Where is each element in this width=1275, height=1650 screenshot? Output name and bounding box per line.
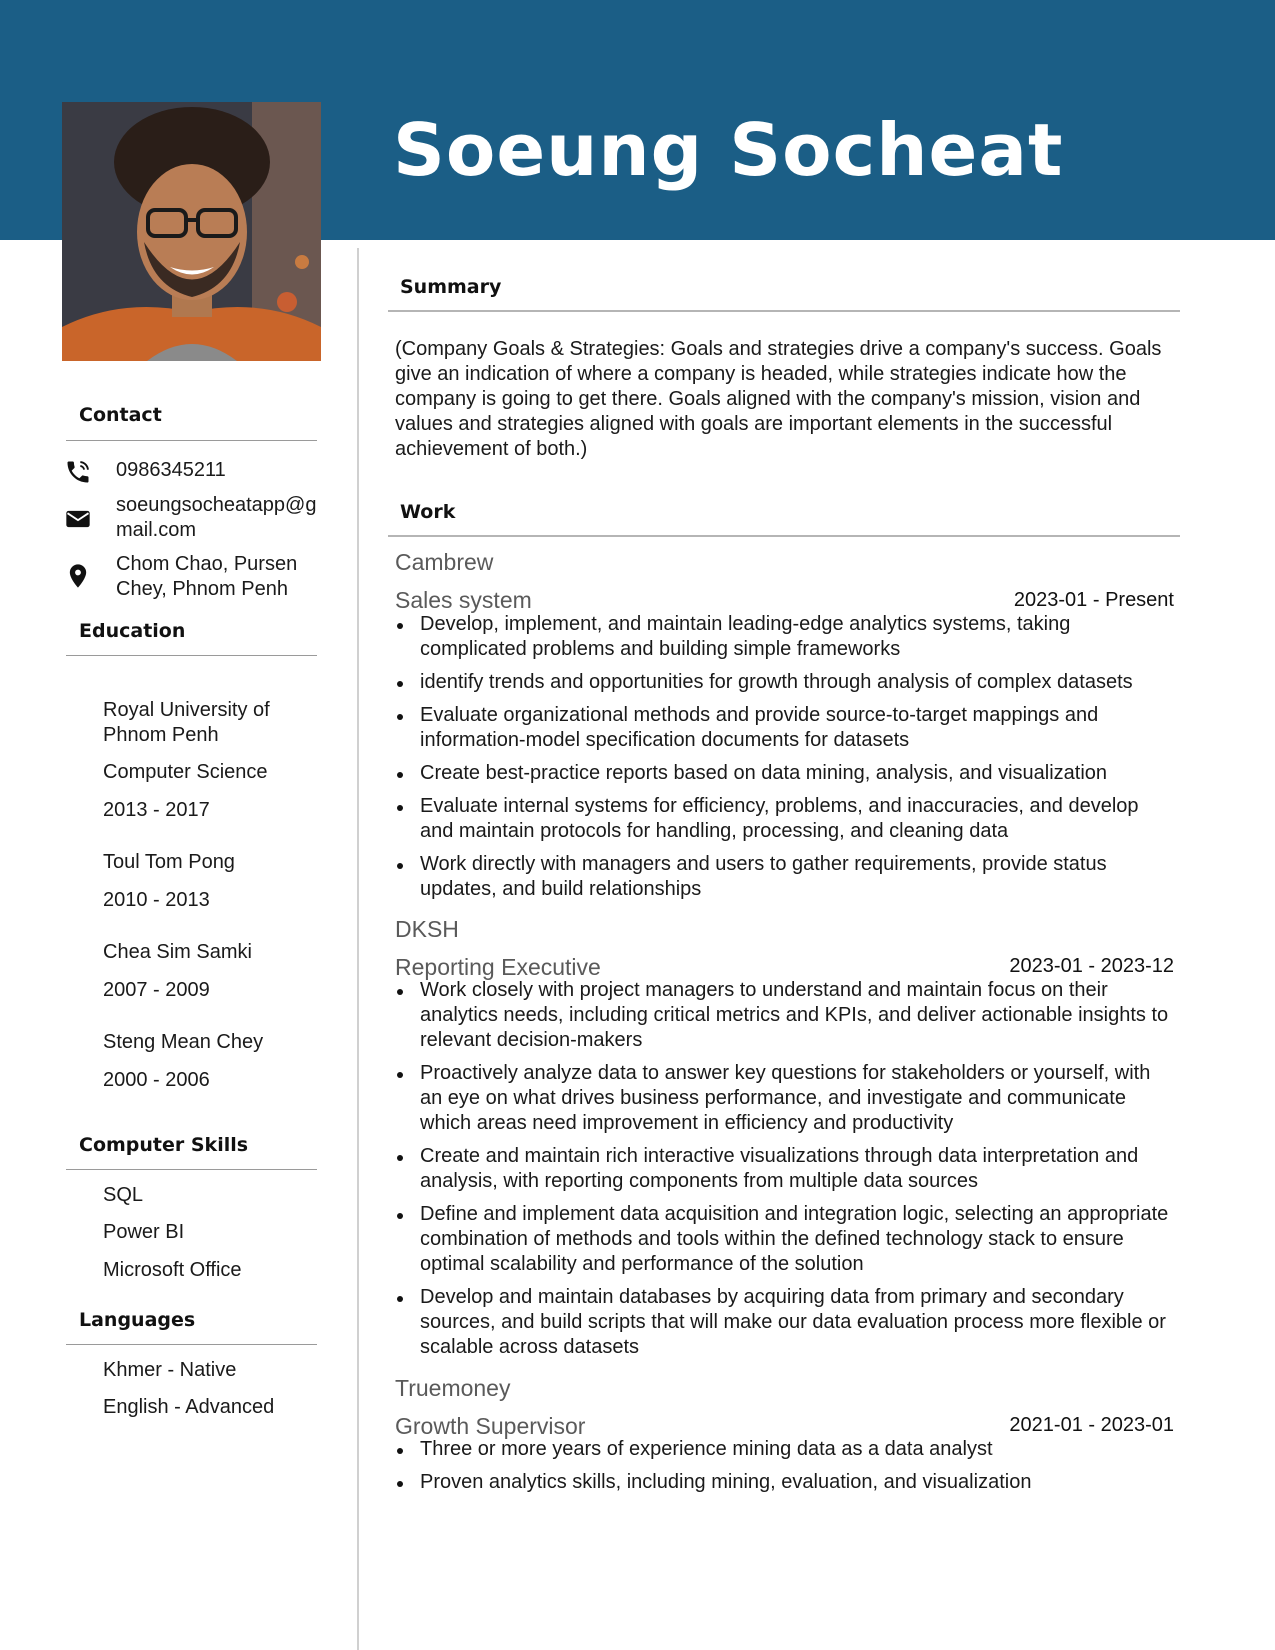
education-heading: Education bbox=[79, 620, 186, 642]
column-divider bbox=[357, 248, 359, 1650]
job-bullet: Create best-practice reports based on data mining, analysis, and visualization bbox=[395, 761, 1175, 786]
job-bullets bbox=[395, 1437, 1175, 1503]
job-dates: 2023-01 - 2023-12 bbox=[1009, 955, 1174, 977]
job-dates: 2021-01 - 2023-01 bbox=[1009, 1414, 1174, 1436]
job-bullets bbox=[395, 612, 1175, 910]
education-school: Royal University of Phnom Penh bbox=[103, 699, 270, 746]
languages-heading: Languages bbox=[79, 1309, 196, 1331]
job-bullet: Define and implement data acquisition and integration logic, selecting an appropriate combination of methods and tools within the defined technology stack to ensure optimal scalability and performance of the solution bbox=[395, 1202, 1175, 1277]
language-item: Khmer - Native bbox=[103, 1359, 237, 1381]
education-school: Toul Tom Pong bbox=[103, 851, 235, 873]
education-school: Chea Sim Samki bbox=[103, 941, 252, 963]
profile-photo bbox=[62, 102, 321, 361]
job-bullet: Proactively analyze data to answer key questions for stakeholders or yourself, with an eye on what drives business performance, and investigate and communicate which areas need improvement in efficiency and productivity bbox=[395, 1061, 1175, 1136]
skill-item: Microsoft Office bbox=[103, 1259, 242, 1281]
contact-heading: Contact bbox=[79, 404, 162, 426]
summary-rule bbox=[388, 310, 1180, 312]
job-bullet: Evaluate organizational methods and provide source-to-target mappings and information-model specification documents for datasets bbox=[395, 703, 1175, 753]
work-heading: Work bbox=[400, 501, 456, 523]
job-bullet: Create and maintain rich interactive visualizations through data interpretation and analysis, with reporting components from multiple data sources bbox=[395, 1144, 1175, 1194]
work-rule bbox=[388, 535, 1180, 537]
skill-item: SQL bbox=[103, 1184, 144, 1206]
skill-item: Power BI bbox=[103, 1221, 185, 1243]
education-school: Steng Mean Chey bbox=[103, 1031, 264, 1053]
job-role: Sales system bbox=[395, 587, 532, 613]
job-company: DKSH bbox=[395, 916, 459, 942]
address-text: Chom Chao, Pursen Chey, Phnom Penh bbox=[116, 553, 298, 600]
job-bullet: Three or more years of experience mining data as a data analyst bbox=[395, 1437, 1175, 1462]
education-field: Computer Science bbox=[103, 761, 268, 783]
languages-rule bbox=[66, 1344, 317, 1345]
education-rule bbox=[66, 655, 317, 656]
language-item: English - Advanced bbox=[103, 1396, 275, 1418]
contact-rule bbox=[66, 440, 317, 441]
job-bullet: Proven analytics skills, including mining, evaluation, and visualization bbox=[395, 1470, 1175, 1495]
email-address: soeungsocheatapp@gmail.com bbox=[116, 494, 317, 541]
job-company: Truemoney bbox=[395, 1375, 511, 1401]
skills-heading: Computer Skills bbox=[79, 1134, 249, 1156]
job-role: Reporting Executive bbox=[395, 954, 601, 980]
phone-number: 0986345211 bbox=[116, 459, 226, 481]
job-bullet: Evaluate internal systems for efficiency, problems, and inaccuracies, and develop and maintain protocols for handling, processing, and cleaning data bbox=[395, 794, 1175, 844]
location-pin-icon bbox=[64, 562, 92, 590]
education-years: 2010 - 2013 bbox=[103, 889, 210, 911]
skills-rule bbox=[66, 1169, 317, 1170]
phone-icon bbox=[64, 458, 92, 486]
job-role: Growth Supervisor bbox=[395, 1413, 586, 1439]
education-years: 2007 - 2009 bbox=[103, 979, 210, 1001]
job-company: Cambrew bbox=[395, 549, 494, 575]
job-bullet: Develop and maintain databases by acquiring data from primary and secondary sources, and build scripts that will make our data evaluation process more flexible or scalable across datasets bbox=[395, 1285, 1175, 1360]
summary-text: (Company Goals & Strategies: Goals and strategies drive a company's success. Goals give an indication of where a company is headed, while strategies indicate how the company is going to get there. Goals aligned with the company's mission, vision and values and strategies aligned with goals are important elements in the successful achievement of both.) bbox=[395, 338, 1162, 460]
candidate-name: Soeung Socheat bbox=[393, 108, 1064, 192]
education-years: 2013 - 2017 bbox=[103, 799, 210, 821]
job-dates: 2023-01 - Present bbox=[1013, 589, 1174, 611]
education-years: 2000 - 2006 bbox=[103, 1069, 210, 1091]
envelope-icon bbox=[64, 505, 92, 533]
job-bullet: Work closely with project managers to understand and maintain focus on their analytics needs, including critical metrics and KPIs, and deliver actionable insights to relevant decision-makers bbox=[395, 978, 1175, 1053]
job-bullet: Work directly with managers and users to gather requirements, provide status updates, and build relationships bbox=[395, 852, 1175, 902]
job-bullet: identify trends and opportunities for growth through analysis of complex datasets bbox=[395, 670, 1175, 695]
job-bullet: Develop, implement, and maintain leading-edge analytics systems, taking complicated problems and building simple frameworks bbox=[395, 612, 1175, 662]
summary-heading: Summary bbox=[400, 276, 502, 298]
job-bullets bbox=[395, 978, 1175, 1368]
